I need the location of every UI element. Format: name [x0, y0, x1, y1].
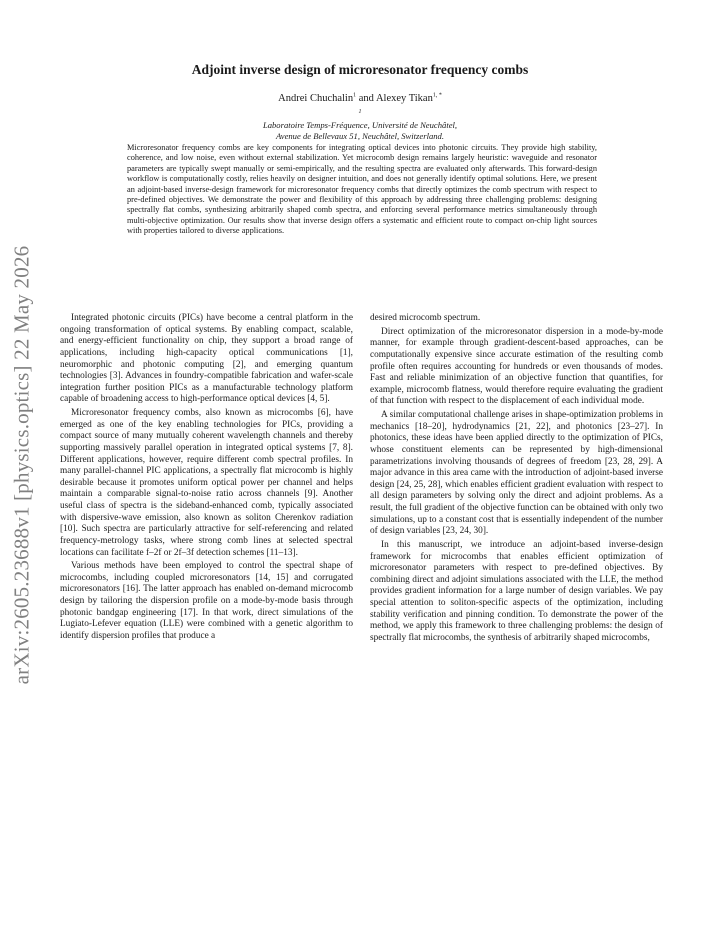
paragraph: A similar computational challenge arises in shape-optimization problems in mechanics [18–20], hydrodynamics [21, 22], and photonics [23–27]. In photonics, these ideas have been applied directly to the optimization of PICs, whose constituent elements can be represented by high-dimensional parametrizations involving thousands of degrees of freedom [23, 28, 29]. A major advance in this area came with the introduction of adjoint-based inverse design [24, 25, 28], which enables efficient gradient evaluation with respect to all design parameters by solving only the direct and adjoint problems. As a result, the full gradient of the objective function can be obtained with only two simulations, up to a constant cost that is essentially independent of the number of design variables [23, 24, 30].: [370, 410, 663, 537]
author-name: Andrei Chuchalin: [278, 93, 354, 104]
paragraph: Integrated photonic circuits (PICs) have become a central platform in the ongoing transformation of optical systems. By enabling compact, scalable, and energy-efficient functionality on chip, they support a broad range of applications, including high-capacity optical communications [1], neuromorphic and photonic computing [2], and emerging quantum technologies [3]. Advances in foundry-compatible fabrication and wafer-scale integration further position PICs as a manufacturable technology platform capable of broadening access to high-performance optical devices [4, 5].: [60, 313, 353, 405]
affiliation: [0, 109, 720, 142]
affiliation-mark: 1: [358, 109, 362, 116]
paragraph: Various methods have been employed to control the spectral shape of microcombs, including coupled microresonators [14, 15] and corrugated microresonators [16]. The latter approach has enabled on-demand microcomb design by tailoring the dispersion profile on a mode-by-mode basis through photonic bandgap engineering [17]. In that work, direct simulations of the Lugiato-Lefever equation (LLE) were combined with a genetic algorithm to identify dispersion profiles that produce a: [60, 561, 353, 641]
abstract: Microresonator frequency combs are key components for integrating optical devices into photonic circuits. They provide high stability, coherence, and low noise, even without external stabilization. Yet microcomb design remains largely heuristic: waveguide and resonator parameters are typically swept manually or semi-empirically, and the resulting spectra are evaluated only afterwards. This forward-design workflow is computationally costly, relies heavily on designer intuition, and does not generally identify optimal solutions. Here, we present an adjoint-based inverse-design framework for microresonator frequency combs that directly optimizes the comb spectrum with respect to pre-defined objectives. We demonstrate the power and flexibility of this approach by addressing three challenging problems: designing spectrally flat combs, synthesizing arbitrarily shaped comb spectra, and enforcing several performance metrics simultaneously through multi-objective optimization. Our results show that inverse design offers a systematic and efficient route to compact on-chip light sources with properties tailored to diverse applications.: [127, 143, 597, 236]
author-affil-mark: 1, *: [432, 92, 442, 99]
author-list: [0, 93, 720, 104]
paragraph: Direct optimization of the microresonator dispersion in a mode-by-mode manner, for example through gradient-descent-based approaches, can be computationally expensive since accurate estimation of the resulting comb profile often requires accounting for hundreds or even thousands of modes. Fast and reliable minimization of an objective function that quantifies, for example, microcomb flatness, would therefore require evaluating the gradient of that function with respect to the displacement of each individual mode.: [370, 326, 663, 407]
body-column-right: [370, 313, 663, 647]
body-column-left: [60, 313, 353, 645]
paper-title: Adjoint inverse design of microresonator frequency combs: [191, 62, 529, 77]
affiliation-line-2: Avenue de Bellevaux 51, Neuchâtel, Switzerland.: [275, 131, 444, 141]
author-name: Alexey Tikan: [375, 93, 433, 104]
author-separator: and: [356, 93, 376, 104]
affiliation-line-1: Laboratoire Temps-Fréquence, Université de Neuchâtel,: [262, 120, 458, 130]
paragraph: Microresonator frequency combs, also known as microcombs [6], have emerged as one of the key enabling technologies for PICs, providing a compact source of many mutually coherent wavelength channels and thereby supporting massively parallel operation in integrated optical systems [7, 8]. Different applications, however, require different comb spectral profiles. In many parallel-channel PIC applications, a spectrally flat microcomb is highly desirable because it promotes uniform optical power per channel and helps maintain a comparable signal-to-noise ratio across channels [9]. Another useful class of spectra is the sideband-enhanced comb, typically associated with dispersive-wave emission, also known as soliton Cherenkov radiation [10]. Such spectra are particularly attractive for self-referencing and related frequency-metrology tasks, where strong comb lines at selected spectral locations can facilitate f–2f or 2f–3f detection schemes [11–13].: [60, 408, 353, 558]
author-affil-mark: 1: [353, 92, 357, 99]
paragraph: In this manuscript, we introduce an adjoint-based inverse-design framework for microcombs that enables efficient optimization of microresonator parameters with respect to pre-defined objectives. By combining direct and adjoint simulations associated with the LLE, the method provides gradient information for a large number of design variables. We pay special attention to soliton-specific aspects of the optimization, including stability verification and pinning condition. To demonstrate the power of the method, we apply this framework to three challenging problems: the design of spectrally flat microcombs, the synthesis of arbitrarily shaped microcombs,: [370, 539, 663, 643]
paragraph-continued: desired microcomb spectrum.: [370, 313, 481, 323]
affiliation-line: [0, 109, 720, 131]
arxiv-identifier: arXiv:2605.23688v1 [physics.optics] 22 May 2026: [9, 245, 34, 685]
